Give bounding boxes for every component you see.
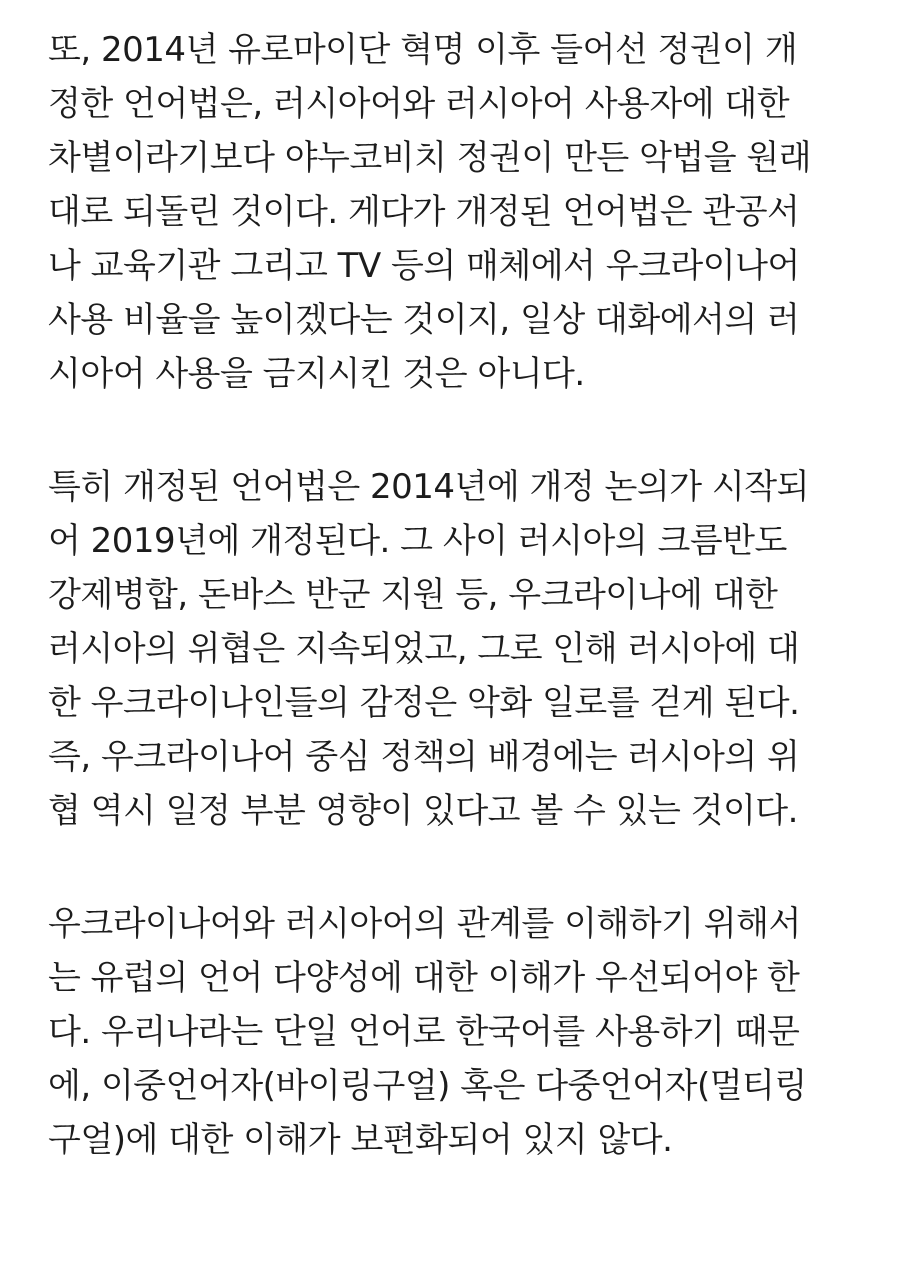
article-body xyxy=(48,23,868,1167)
paragraph-2 xyxy=(48,460,868,838)
text-line: 협 역시 일정 부분 영향이 있다고 볼 수 있는 것이다. xyxy=(48,791,798,831)
text-line: 특히 개정된 언어법은 2014년에 개정 논의가 시작되 xyxy=(48,467,809,507)
paragraph-1 xyxy=(48,23,868,401)
text-line: 차별이라기보다 야누코비치 정권이 만든 악법을 원래 xyxy=(48,138,812,178)
text-line: 러시아의 위협은 지속되었고, 그로 인해 러시아에 대 xyxy=(48,629,800,669)
text-line: 어 2019년에 개정된다. 그 사이 러시아의 크름반도 xyxy=(48,521,787,561)
paragraph-3 xyxy=(48,897,868,1167)
text-line: 는 유럽의 언어 다양성에 대한 이해가 우선되어야 한 xyxy=(48,958,800,998)
text-line: 또, 2014년 유로마이단 혁명 이후 들어선 정권이 개 xyxy=(48,30,798,70)
text-line: 에, 이중언어자(바이링구얼) 혹은 다중언어자(멀티링 xyxy=(48,1066,807,1106)
text-line: 시아어 사용을 금지시킨 것은 아니다. xyxy=(48,354,585,394)
text-line: 다. 우리나라는 단일 언어로 한국어를 사용하기 때문 xyxy=(48,1012,800,1052)
text-line: 구얼)에 대한 이해가 보편화되어 있지 않다. xyxy=(48,1120,673,1160)
text-line: 한 우크라이나인들의 감정은 악화 일로를 걷게 된다. xyxy=(48,683,800,723)
text-line: 우크라이나어와 러시아어의 관계를 이해하기 위해서 xyxy=(48,904,801,944)
text-line: 강제병합, 돈바스 반군 지원 등, 우크라이나에 대한 xyxy=(48,575,778,615)
text-line: 대로 되돌린 것이다. 게다가 개정된 언어법은 관공서 xyxy=(48,192,800,232)
text-line: 사용 비율을 높이겠다는 것이지, 일상 대화에서의 러 xyxy=(48,300,800,340)
text-line: 나 교육기관 그리고 TV 등의 매체에서 우크라이나어 xyxy=(48,246,800,286)
text-line: 정한 언어법은, 러시아어와 러시아어 사용자에 대한 xyxy=(48,84,790,124)
text-line: 즉, 우크라이나어 중심 정책의 배경에는 러시아의 위 xyxy=(48,737,800,777)
